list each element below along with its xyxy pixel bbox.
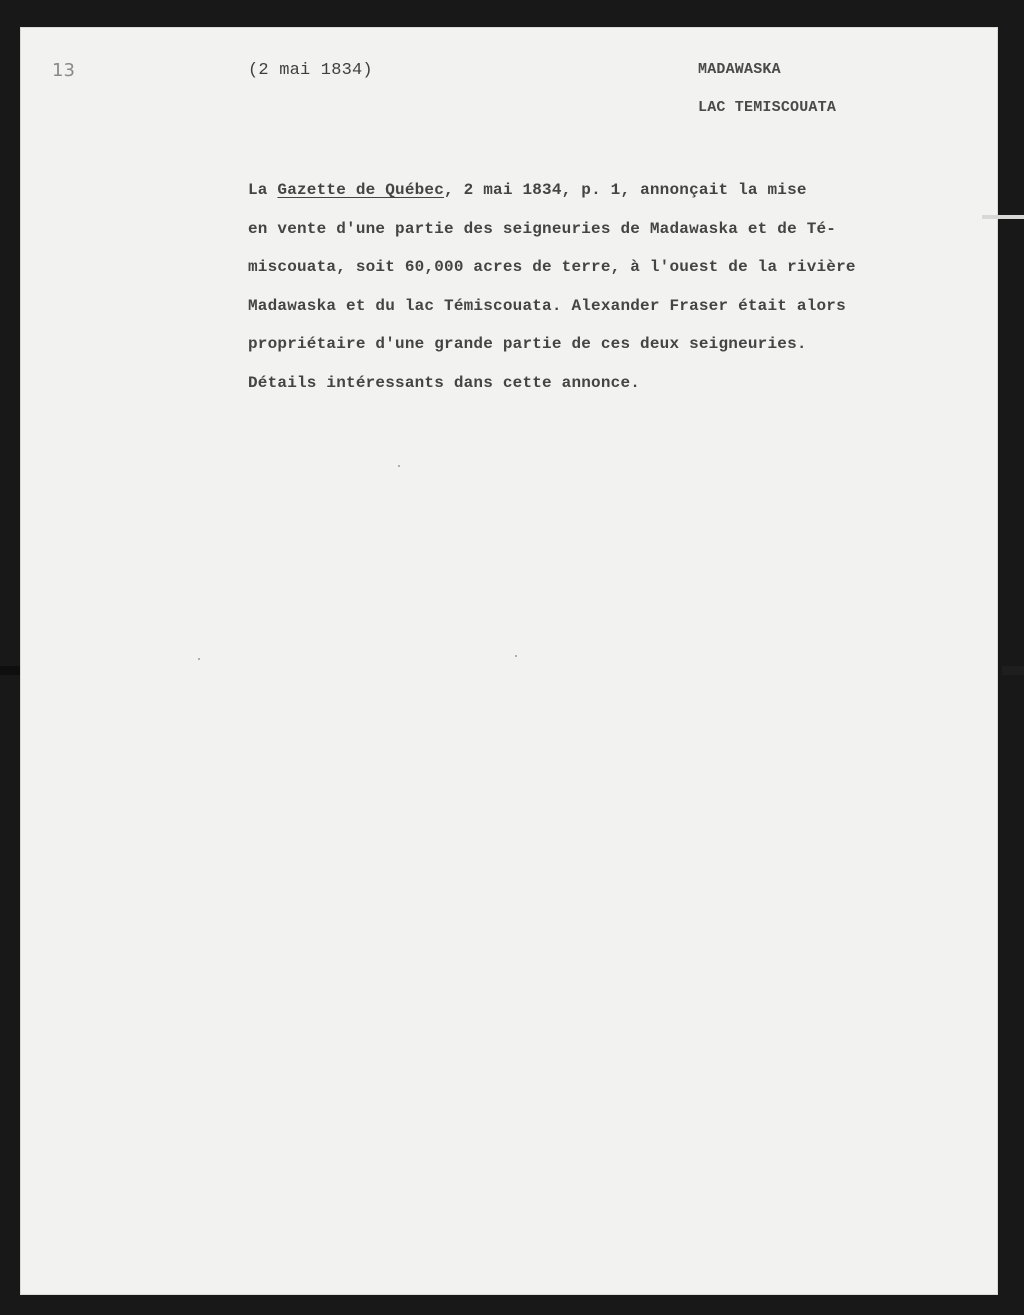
paper-speck bbox=[398, 465, 400, 467]
body-paragraph bbox=[248, 171, 968, 402]
newspaper-title: Gazette de Québec bbox=[277, 181, 445, 199]
paper-speck bbox=[515, 655, 517, 657]
body-line-5: propriétaire d'une grande partie de ces deux seigneuries. bbox=[248, 335, 807, 353]
body-line-1-suffix: , 2 mai 1834, p. 1, annonçait la mise bbox=[444, 181, 807, 199]
body-line-6: Détails intéressants dans cette annonce. bbox=[248, 373, 641, 392]
date-heading: (2 mai 1834) bbox=[248, 61, 373, 80]
subject-heading-2: LAC TEMISCOUATA bbox=[698, 99, 837, 116]
body-line-1 bbox=[248, 171, 968, 210]
subject-heading-1: MADAWASKA bbox=[698, 61, 781, 78]
edge-mark bbox=[982, 215, 1024, 219]
body-line-4: Madawaska et du lac Témiscouata. Alexander Fraser était alors bbox=[248, 296, 846, 315]
body-line-1-prefix: La bbox=[248, 181, 278, 199]
document-page bbox=[20, 27, 998, 1295]
body-line-3: miscouata, soit 60,000 acres de terre, à l'ouest de la rivière bbox=[248, 258, 856, 276]
body-line-2: en vente d'une partie des seigneuries de Madawaska et de Té- bbox=[248, 219, 837, 238]
page-number: 13 bbox=[52, 60, 75, 81]
paper-speck bbox=[198, 658, 200, 660]
left-edge-tab bbox=[0, 666, 20, 675]
right-edge-tab bbox=[1002, 666, 1024, 675]
